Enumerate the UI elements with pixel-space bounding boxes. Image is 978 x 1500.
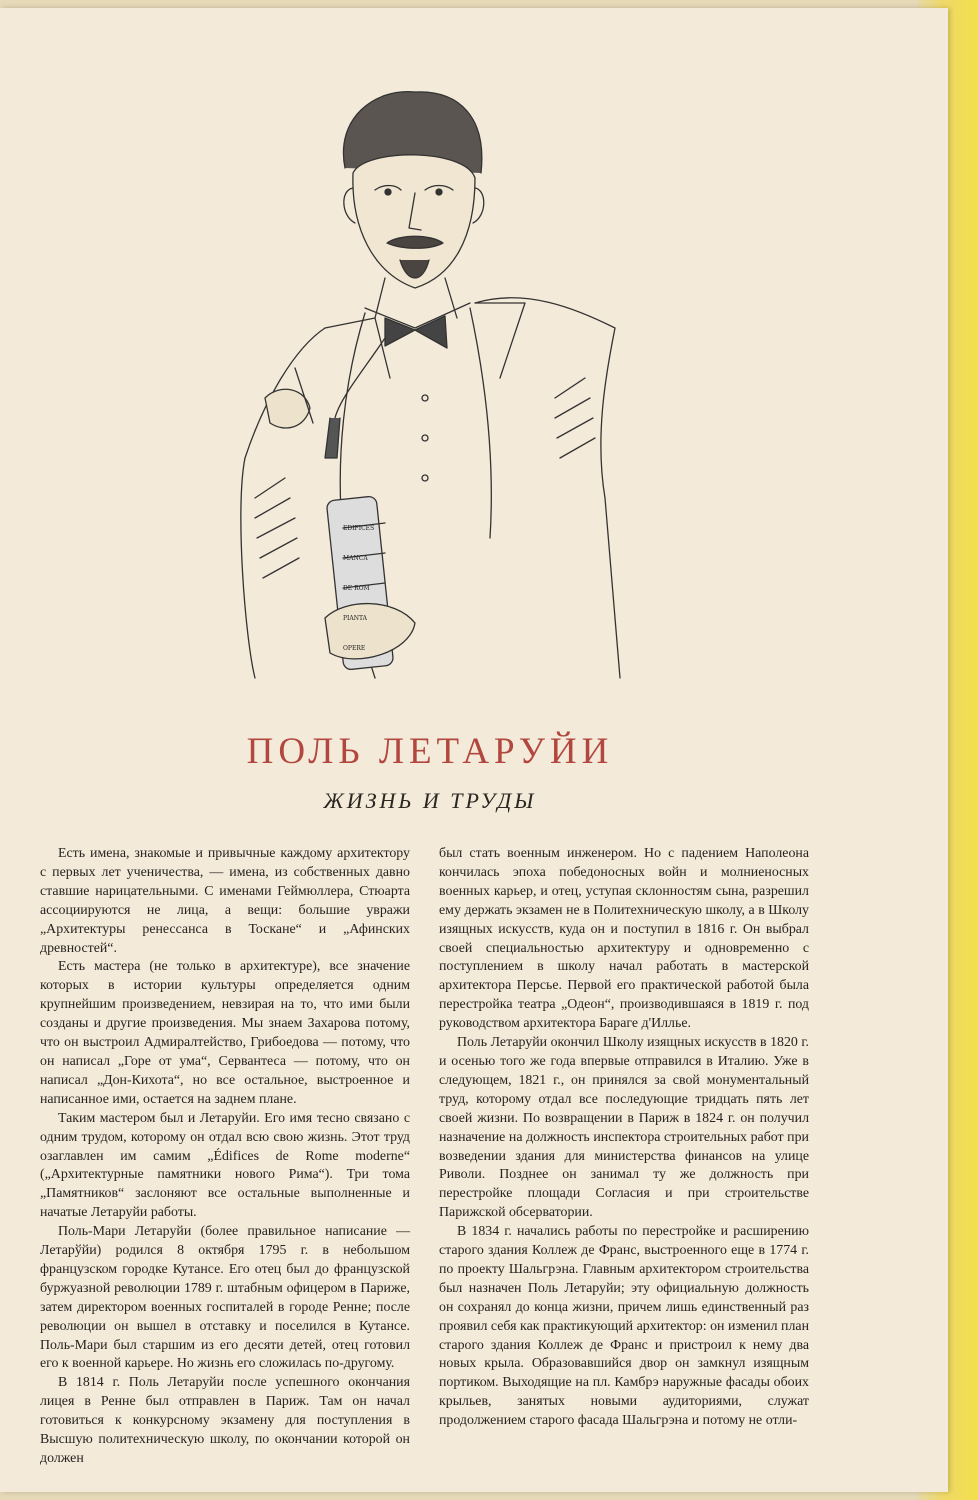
article-title: ПОЛЬ ЛЕТАРУЙИ (246, 731, 614, 772)
book-lettering-3: DE ROM (343, 585, 370, 592)
paragraph: Поль Летаруйи окончил Школу изящных искусств в 1820 г. и осенью того же года впервые отправился в Италию. Уже в следующем, 1821 г., он принялся за свой монументальный труд, которому отдал все последующие тридцать пять лет своей жизни. По возвращении в Париж в 1824 г. он получил назначение на должность инспектора строительных работ при возведении здания для министерства финансов на улице Риволи. Позднее он занимал ту же должность при перестройке площади Согласия и при строительстве Парижской обсерватории. (439, 1035, 809, 1221)
book-lettering-5: OPERE (343, 645, 366, 652)
paragraph: В 1834 г. начались работы по перестройке и расширению старого здания Коллеж де Франс, выстроенного еще в 1774 г. по проекту Шальгрэна. Главным архитектором строительства был назначен Поль Летаруйи; эту официальную должность он сохранял до конца жизни, причем лишь единственный раз проявил себя как практикующий архитектор: он изменил план старого здания Коллеж де Франс и пристроил к нему два новых крыла. Образовавшийся двор он замкнул изящным портиком. Выходящие на пл. Камбрэ наружные фасады обоих крыльев, занятых новыми аудиториями, служат продолжением старого фасада Шальгрэна и потому не отли- (439, 1224, 809, 1429)
portrait-engraving (225, 78, 635, 688)
paragraph: Таким мастером был и Летаруйи. Его имя тесно связано с одним трудом, которому он отдал всю свою жизнь. Этот труд озаглавлен им самим „Édifices de Rome moderne“ („Архитектурные памятники нового Рима“). Три тома „Памятников“ заслоняют все остальные выполненные и начатые Летаруйи работы. (40, 1110, 410, 1221)
book-page (0, 8, 948, 1492)
paragraph: В 1814 г. Поль Летаруйи после успешного окончания лицея в Ренне был отправлен в Париж. Там он начал готовиться к конкурсному экзамену для поступления в Высшую политехническую школу, по окончании которой он должен (40, 1375, 410, 1466)
text-column-right (439, 845, 809, 1431)
book-lettering-4: PIANTA (343, 615, 367, 622)
text-column-left (40, 845, 410, 1469)
paragraph: Есть мастера (не только в архитектуре), все значение которых в истории культуры определяется одним крупнейшим произведением, невзирая на то, что ими были созданы и другие произведения. Мы знаем Захарова потому, что он выстроил Адмиралтейство, Грибоедова — потому, что он написал „Горе от ума“, Сервантеса — потому, что он написал „Дон-Кихота“, но все остальное, выстроенное и написанное ими, остается на заднем плане. (40, 959, 410, 1107)
paragraph: Есть имена, знакомые и привычные каждому архитектору с первых лет ученичества, — имена, из собственных давно ставшие нарицательными. С именами Геймюллера, Стюарта ассоциируются не лица, а вещи: большие увражи „Архитектуры ренессанса в Тоскане“ и „Афинских древностей“. (40, 846, 410, 956)
book-lettering-1: EDIFICES (343, 525, 375, 532)
book-lettering-2: MANCA (343, 555, 368, 562)
article-subtitle: ЖИЗНЬ И ТРУДЫ (323, 788, 537, 813)
paragraph: был стать военным инженером. Но с падением Наполеона кончилась эпоха победоносных войн и молниеносных военных карьер, и отец, уступая склонностям сына, разрешил ему держать экзамен не в Политехническую школу, а в Школу изящных искусств, куда он и поступил в 1816 г. Он выбрал своей специальностью архитектуру и одновременно с поступлением в школу начал работать в мастерской архитектора Персье. Первой его практической работой была перестройка театра „Одеон“, производившаяся в 1819 г. под руководством архитектора Бараге д'Иллье. (439, 846, 809, 1032)
paragraph: Поль-Мари Летаруйи (более правильное написание — Летарўйи) родился 8 октября 1795 г. в небольшом французском городке Кутансе. Его отец был до французской буржуазной революции 1789 г. штабным офицером в Париже, затем директором военных госпиталей в городе Ренне; после революции он вышел в отставку и поселился в Кутансе. Поль-Мари был старшим из его десяти детей, отец готовил его к военной карьере. Но жизнь его сложилась по-другому. (40, 1224, 410, 1372)
